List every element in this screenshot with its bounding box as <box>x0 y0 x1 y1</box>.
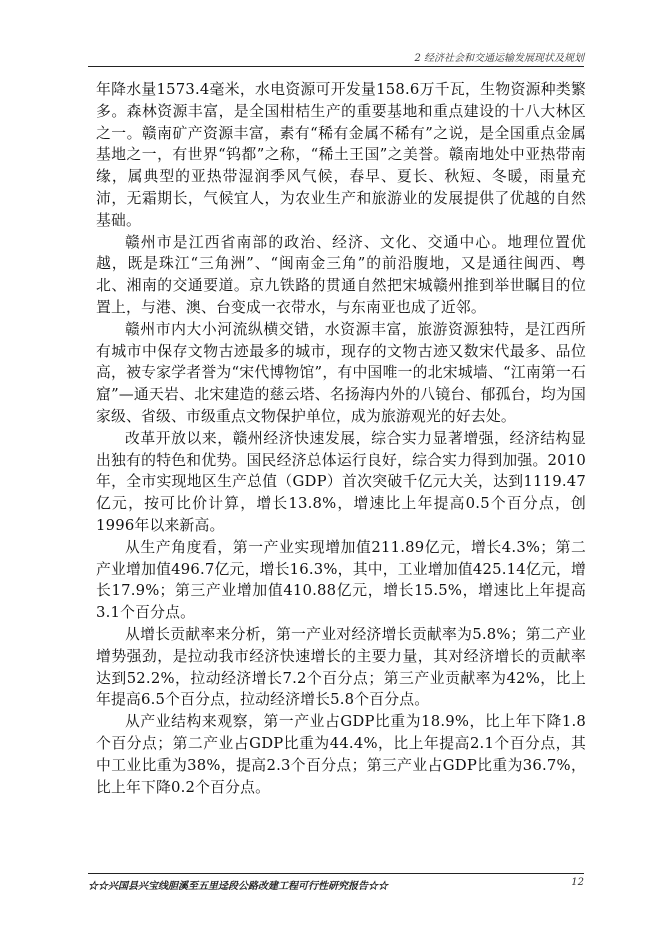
section-title: 2 经济社会和交通运输发展现状及规划 <box>414 53 584 64</box>
paragraph: 年降水量1573.4毫米，水电资源可开发量158.6万千瓦，生物资源种类繁多。森林资源丰富，是全国柑桔生产的重要基地和重点建设的十八大林区之一。赣南矿产资源丰富，素有“稀有金属不稀有”之说，是全国重点金属基地之一，有世界“钨都”之称，“稀土王国”之美誉。赣南地处中亚热带南缘，属典型的亚热带湿润季风气候，春早、夏长、秋短、冬暖，雨量充沛，无霜期长，气候宜人，为农业生产和旅游业的发展提供了优越的自然基础。 <box>96 81 586 229</box>
paragraph: 从增长贡献率来分析，第一产业对经济增长贡献率为5.8%；第二产业增势强劲，是拉动我市经济快速增长的主要力量，其对经济增长的贡献率达到52.2%，拉动经济增长7.2个百分点；第三产业贡献率为42%，比上年提高6.5个百分点，拉动经济增长5.8个百分点。 <box>96 625 586 709</box>
paragraph: 赣州市是江西省南部的政治、经济、文化、交通中心。地理位置优越，既是珠江“三角洲”、“闽南金三角”的前沿腹地，又是通往闽西、粤北、湘南的交通要道。京九铁路的贯通自然把宋城赣州推到举世瞩目的位置上，与港、澳、台变成一衣带水，与东南亚也成了近邻。 <box>96 233 586 316</box>
page-footer <box>88 873 584 894</box>
paragraph: 赣州市内大小河流纵横交错，水资源丰富，旅游资源独特，是江西所有城市中保存文物古迹最多的城市，现存的文物古迹又数宋代最多、品位高，被专家学者誉为“宋代博物馆”，有中国唯一的北宋城墙、“江南第一石窟”—通天岩、北宋建造的慈云塔、名扬海内外的八镜台、郁孤台，均为国家级、省级、市级重点文物保护单位，成为旅游观光的好去处。 <box>96 320 586 425</box>
report-title: ☆☆兴国县兴宝线胆溪至五里迳段公路改建工程可行性研究报告☆☆ <box>88 881 388 892</box>
paragraph: 从生产角度看，第一产业实现增加值211.89亿元，增长4.3%；第二产业增加值496.7亿元，增长16.3%，其中，工业增加值425.14亿元，增长17.9%；第三产业增加值410.88亿元，增长15.5%，增速比上年提高3.1个百分点。 <box>96 538 586 622</box>
page-number: 12 <box>571 877 584 888</box>
paragraph: 改革开放以来，赣州经济快速发展，综合实力显著增强，经济结构显出独有的特色和优势。国民经济总体运行良好，综合实力得到加强。2010年，全市实现地区生产总值（GDP）首次突破千亿元大关，达到1119.47亿元，按可比价计算，增长13.8%，增速比上年提高0.5个百分点，创1996年以来新高。 <box>96 429 586 534</box>
paragraph: 从产业结构来观察，第一产业占GDP比重为18.9%，比上年下降1.8个百分点；第二产业占GDP比重为44.4%，比上年提高2.1个百分点，其中工业比重为38%，提高2.3个百分点；第三产业占GDP比重为36.7%，比上年下降0.2个百分点。 <box>96 713 586 796</box>
body-text <box>96 79 586 798</box>
page-header <box>88 46 584 67</box>
